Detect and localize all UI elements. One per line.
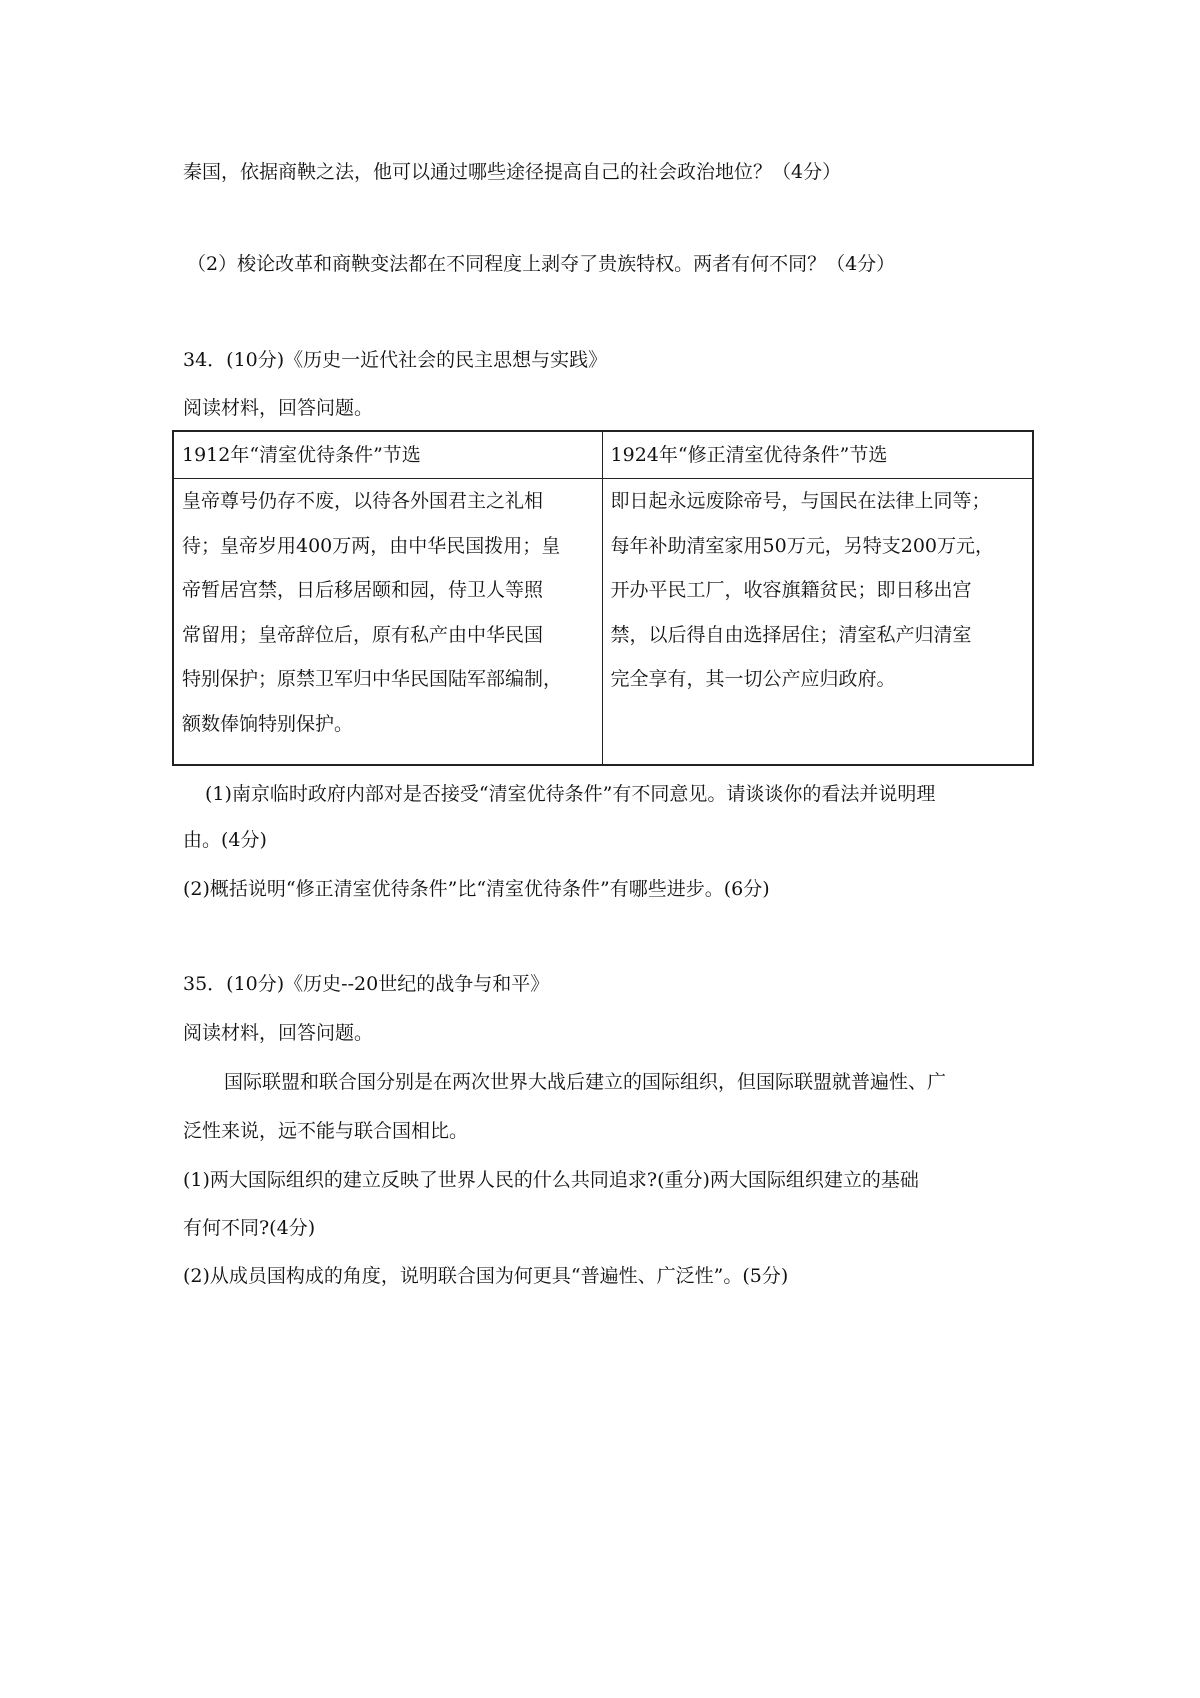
- q33-question-tail: 秦国，依据商鞅之法，他可以通过哪些途径提高自己的社会政治地位？（4分）: [183, 161, 842, 183]
- q34-question-2: (2)概括说明“修正清室优待条件”比“清室优待条件”有哪些进步。(6分): [183, 878, 770, 900]
- cell-line: 特别保护；原禁卫军归中华民国陆军部编制，: [182, 668, 563, 690]
- q34-material-table: [172, 430, 1034, 766]
- cell-line: 待；皇帝岁用400万两，由中华民国拨用；皇: [182, 534, 561, 557]
- q33-part-2: （2）梭论改革和商鞅变法都在不同程度上剥夺了贵族特权。两者有何不同？（4分）: [187, 253, 896, 275]
- table-header-1924: 1924年“修正清室优待条件”节选: [602, 431, 1033, 479]
- q35-heading: 35．(10分)《历史--20世纪的战争与和平》: [183, 973, 550, 995]
- table-body-row: [173, 479, 1033, 766]
- q35-material-line2: 泛性来说，远不能与联合国相比。: [183, 1120, 469, 1142]
- q35-question-2: (2)从成员国构成的角度，说明联合国为何更具“普遍性、广泛性”。(5分): [183, 1265, 789, 1287]
- cell-line: 皇帝尊号仍存不废，以待各外国君主之礼相: [182, 490, 544, 512]
- cell-line: 帝暂居宫禁，日后移居颐和园，侍卫人等照: [182, 579, 544, 601]
- cell-line: 禁，以后得自由选择居住；清室私产归清室: [610, 623, 972, 646]
- q35-question-1-line2: 有何不同?(4分): [183, 1217, 316, 1239]
- cell-line: 常留用；皇帝辞位后，原有私产由中华民国: [182, 623, 544, 646]
- q34-instruction: 阅读材料，回答问题。: [183, 397, 374, 419]
- q34-question-1-line2: 由。(4分): [183, 829, 267, 851]
- table-header-1912: 1912年“清室优待条件”节选: [173, 431, 602, 479]
- q35-instruction: 阅读材料，回答问题。: [183, 1022, 374, 1044]
- table-cell-1924-text: [602, 479, 1033, 766]
- cell-line: 每年补助清室家用50万元，另特支200万元，: [610, 534, 994, 557]
- cell-line: 额数俸饷特别保护。: [182, 712, 354, 735]
- cell-line: 即日起永远废除帝号，与国民在法律上同等；: [610, 490, 991, 512]
- table-cell-1912-text: [173, 479, 602, 766]
- q35-material-line1: 国际联盟和联合国分别是在两次世界大战后建立的国际组织，但国际联盟就普遍性、广: [224, 1071, 947, 1093]
- cell-line: 完全享有，其一切公产应归政府。: [610, 668, 896, 690]
- q34-heading: 34．(10分)《历史一近代社会的民主思想与实践》: [183, 349, 608, 371]
- table-header-row: [173, 431, 1033, 479]
- q35-question-1-line1: (1)两大国际组织的建立反映了世界人民的什么共同追求?(重分)两大国际组织建立的基础: [183, 1169, 919, 1191]
- cell-line: 开办平民工厂，收容旗籍贫民；即日移出宫: [610, 579, 972, 601]
- q34-question-1-line1: (1)南京临时政府内部对是否接受“清室优待条件”有不同意见。请谈谈你的看法并说明理: [205, 783, 936, 805]
